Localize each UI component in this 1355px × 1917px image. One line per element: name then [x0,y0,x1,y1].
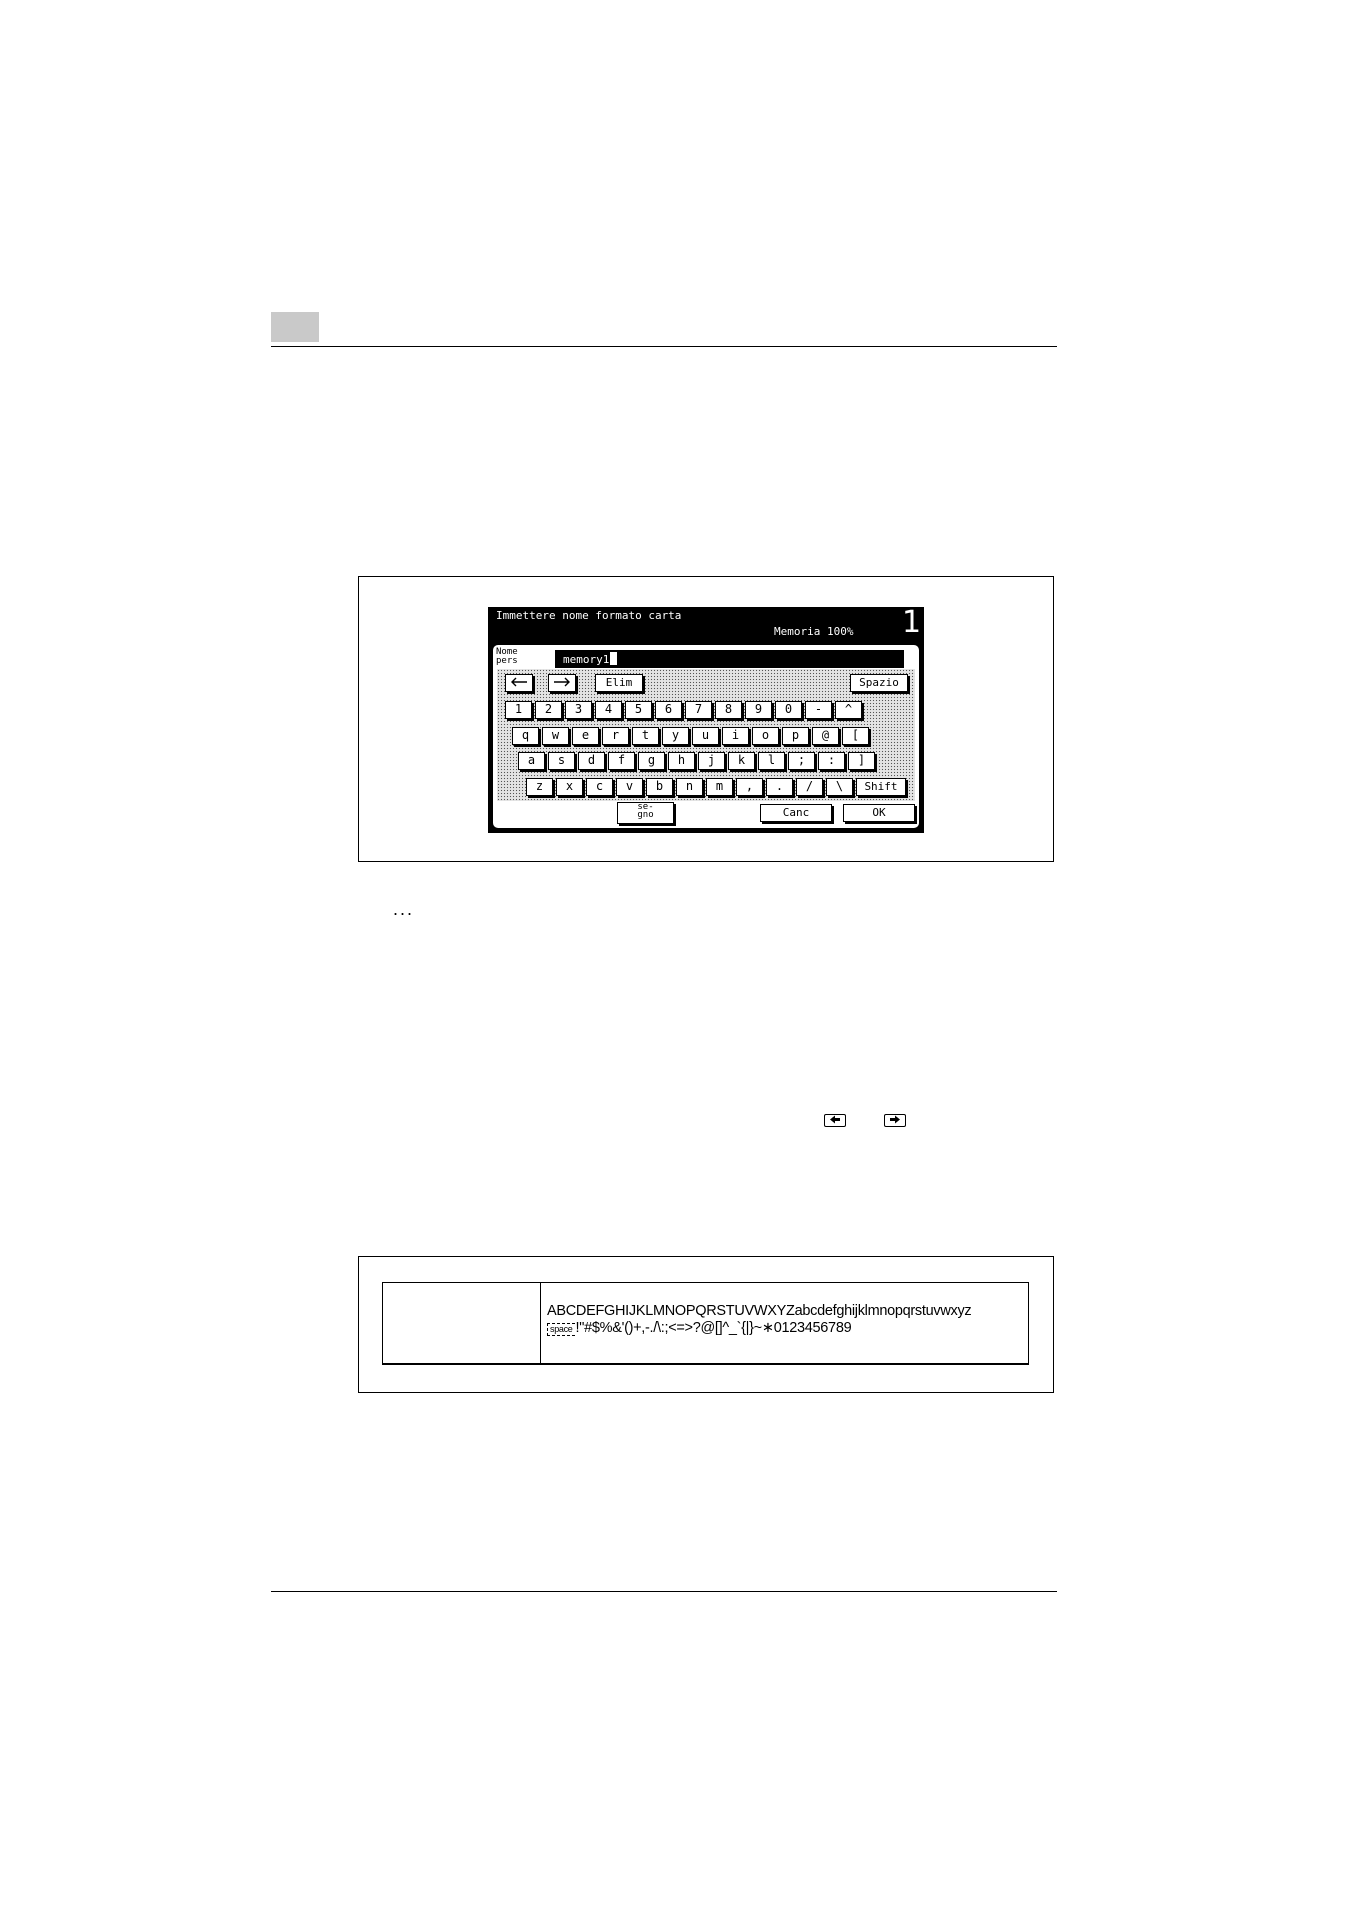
name-input[interactable] [555,650,904,668]
allowed-chars-symbols: !"#$%&'()+,-./\:;<=>?@[]^_`{|}~∗0123456789 [575,1320,852,1336]
shift-button[interactable]: Shift [856,778,906,796]
key-w[interactable]: w [542,727,569,745]
key-t[interactable]: t [632,727,659,745]
key-p[interactable]: p [782,727,809,745]
symbol-button[interactable]: se- gno [617,802,674,824]
key-comma[interactable]: , [736,778,763,796]
panel-title: Immettere nome formato carta [496,609,682,622]
key-4[interactable]: 4 [595,701,622,719]
key-a[interactable]: a [518,752,545,770]
delete-button[interactable]: Elim [595,674,643,692]
key-k[interactable]: k [728,752,755,770]
cancel-button[interactable]: Canc [760,804,832,822]
key-r[interactable]: r [602,727,629,745]
key-s[interactable]: s [548,752,575,770]
cursor-right-button[interactable] [548,674,576,692]
key-l[interactable]: l [758,752,785,770]
key-n[interactable]: n [676,778,703,796]
key-x[interactable]: x [556,778,583,796]
allowed-chars-line1: ABCDEFGHIJKLMNOPQRSTUVWXYZabcdefghijklmnopqrstuvwxyz [547,1303,972,1319]
key-3[interactable]: 3 [565,701,592,719]
space-symbol: space [547,1323,575,1336]
key-1[interactable]: 1 [505,701,532,719]
arrow-left-icon [510,677,528,687]
header-rule [271,346,1057,347]
key-m[interactable]: m [706,778,733,796]
cursor-left-button[interactable] [505,674,533,692]
key-right-bracket[interactable]: ] [848,752,875,770]
key-colon[interactable]: : [818,752,845,770]
key-backslash[interactable]: \ [826,778,853,796]
key-b[interactable]: b [646,778,673,796]
name-label: Nome pers [496,647,518,666]
footer-rule [271,1591,1057,1592]
text-cursor [610,652,617,665]
key-left-bracket[interactable]: [ [842,727,869,745]
key-v[interactable]: v [616,778,643,796]
key-8[interactable]: 8 [715,701,742,719]
right-arrow-key-icon [884,1114,906,1127]
note-marker: ... [393,899,415,919]
key-6[interactable]: 6 [655,701,682,719]
key-h[interactable]: h [668,752,695,770]
key-c[interactable]: c [586,778,613,796]
key-z[interactable]: z [526,778,553,796]
left-arrow-key-icon [824,1114,846,1127]
key-f[interactable]: f [608,752,635,770]
key-0[interactable]: 0 [775,701,802,719]
arrow-right-icon [553,677,571,687]
key-period[interactable]: . [766,778,793,796]
chapter-tab [271,312,319,342]
allowed-chars-line2 [547,1320,851,1336]
key-g[interactable]: g [638,752,665,770]
key-semicolon[interactable]: ; [788,752,815,770]
key-i[interactable]: i [722,727,749,745]
key-e[interactable]: e [572,727,599,745]
key-at[interactable]: @ [812,727,839,745]
key-9[interactable]: 9 [745,701,772,719]
key-d[interactable]: d [578,752,605,770]
key-5[interactable]: 5 [625,701,652,719]
space-button[interactable]: Spazio [850,674,908,692]
key-minus[interactable]: - [805,701,832,719]
page-number: 1 [902,605,922,640]
key-q[interactable]: q [512,727,539,745]
key-u[interactable]: u [692,727,719,745]
key-j[interactable]: j [698,752,725,770]
key-y[interactable]: y [662,727,689,745]
char-table-divider [540,1282,541,1365]
key-o[interactable]: o [752,727,779,745]
key-7[interactable]: 7 [685,701,712,719]
name-value: memory1 [563,653,610,666]
key-2[interactable]: 2 [535,701,562,719]
key-slash[interactable]: / [796,778,823,796]
key-caret[interactable]: ^ [835,701,862,719]
memory-status: Memoria 100% [774,625,854,638]
ok-button[interactable]: OK [843,804,915,822]
